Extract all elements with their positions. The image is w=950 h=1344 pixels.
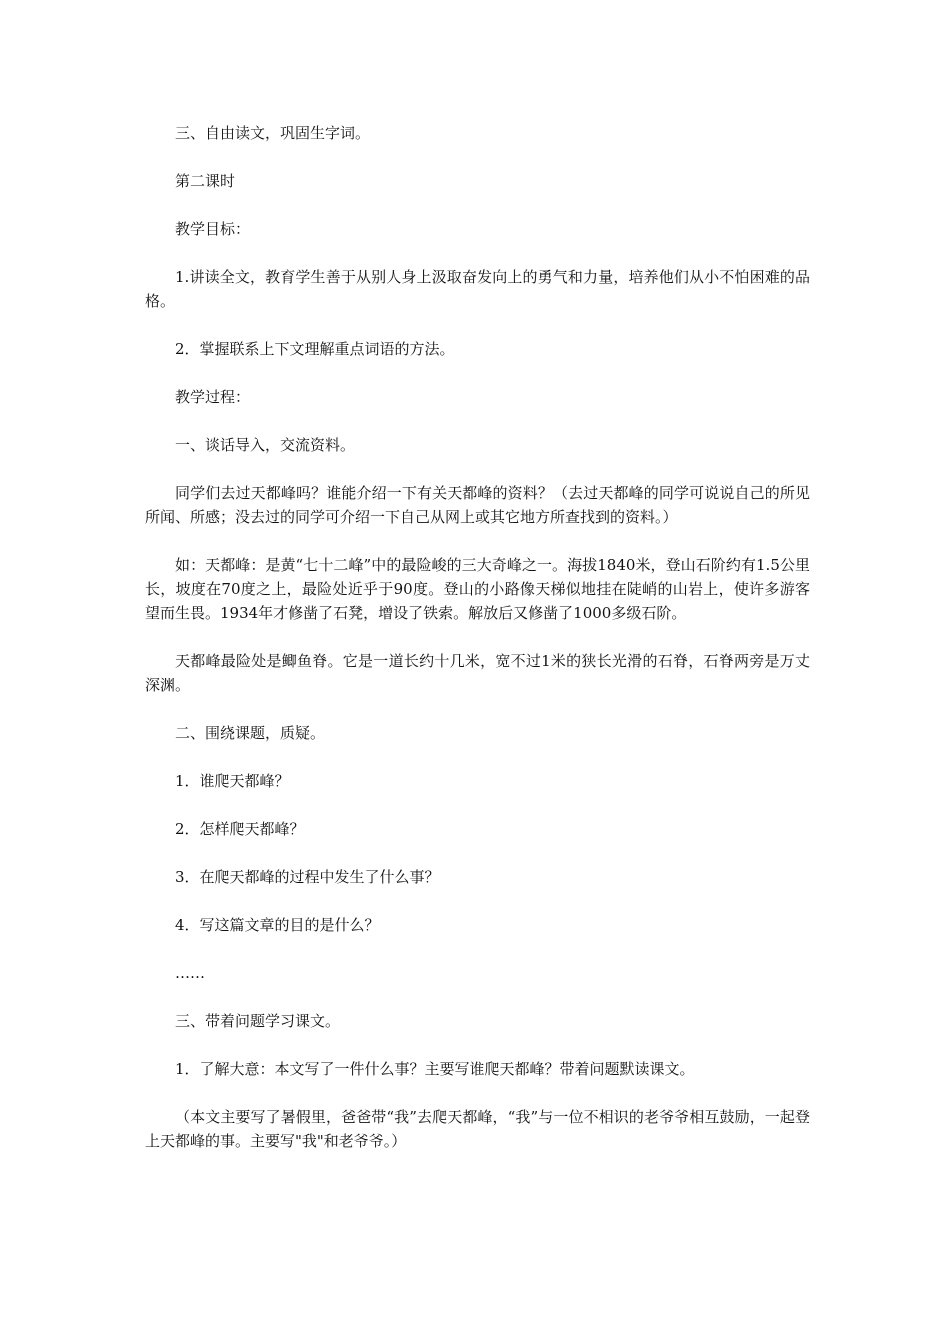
paragraph: 3．在爬天都峰的过程中发生了什么事？: [175, 868, 440, 886]
paragraph: （本文主要写了暑假里，爸爸带“我”去爬天都峰，“我”与一位不相识的老爷爷相互鼓励，一起登上天都峰的事。主要写"我"和老爷爷。）: [145, 1108, 810, 1150]
paragraph: 三、自由读文，巩固生字词。: [175, 124, 371, 142]
paragraph: 教学目标：: [175, 220, 251, 238]
paragraph: 同学们去过天都峰吗？谁能介绍一下有关天都峰的资料？（去过天都峰的同学可说说自己的所见所闻、所感；没去过的同学可介绍一下自己从网上或其它地方所查找到的资料。）: [145, 484, 810, 526]
paragraph: ……: [175, 964, 205, 982]
paragraph: 4．写这篇文章的目的是什么？: [175, 916, 380, 934]
paragraph: 2．掌握联系上下文理解重点词语的方法。: [175, 340, 455, 358]
paragraph: 第二课时: [175, 172, 236, 190]
paragraph: 1．谁爬天都峰？: [175, 772, 290, 790]
paragraph: 二、围绕课题，质疑。: [175, 724, 326, 742]
paragraph: 三、带着问题学习课文。: [175, 1012, 341, 1030]
paragraph: 1.讲读全文，教育学生善于从别人身上汲取奋发向上的勇气和力量，培养他们从小不怕困难的品格。: [145, 268, 810, 310]
paragraph: 2．怎样爬天都峰？: [175, 820, 305, 838]
document-body: [145, 121, 810, 1153]
paragraph: 一、谈话导入，交流资料。: [175, 436, 356, 454]
paragraph: 天都峰最险处是鲫鱼脊。它是一道长约十几米，宽不过1米的狭长光滑的石脊，石脊两旁是万丈深渊。: [145, 652, 810, 694]
paragraph: 教学过程：: [175, 388, 251, 406]
paragraph: 如：天都峰：是黄“七十二峰”中的最险峻的三大奇峰之一。海拔1840米，登山石阶约有1.5公里长，坡度在70度之上，最险处近乎于90度。登山的小路像天梯似地挂在陡峭的山岩上，使许多游客望而生畏。1934年才修凿了石凳，增设了铁索。解放后又修凿了1000多级石阶。: [145, 556, 810, 622]
paragraph: 1．了解大意：本文写了一件什么事？主要写谁爬天都峰？带着问题默读课文。: [175, 1060, 695, 1078]
